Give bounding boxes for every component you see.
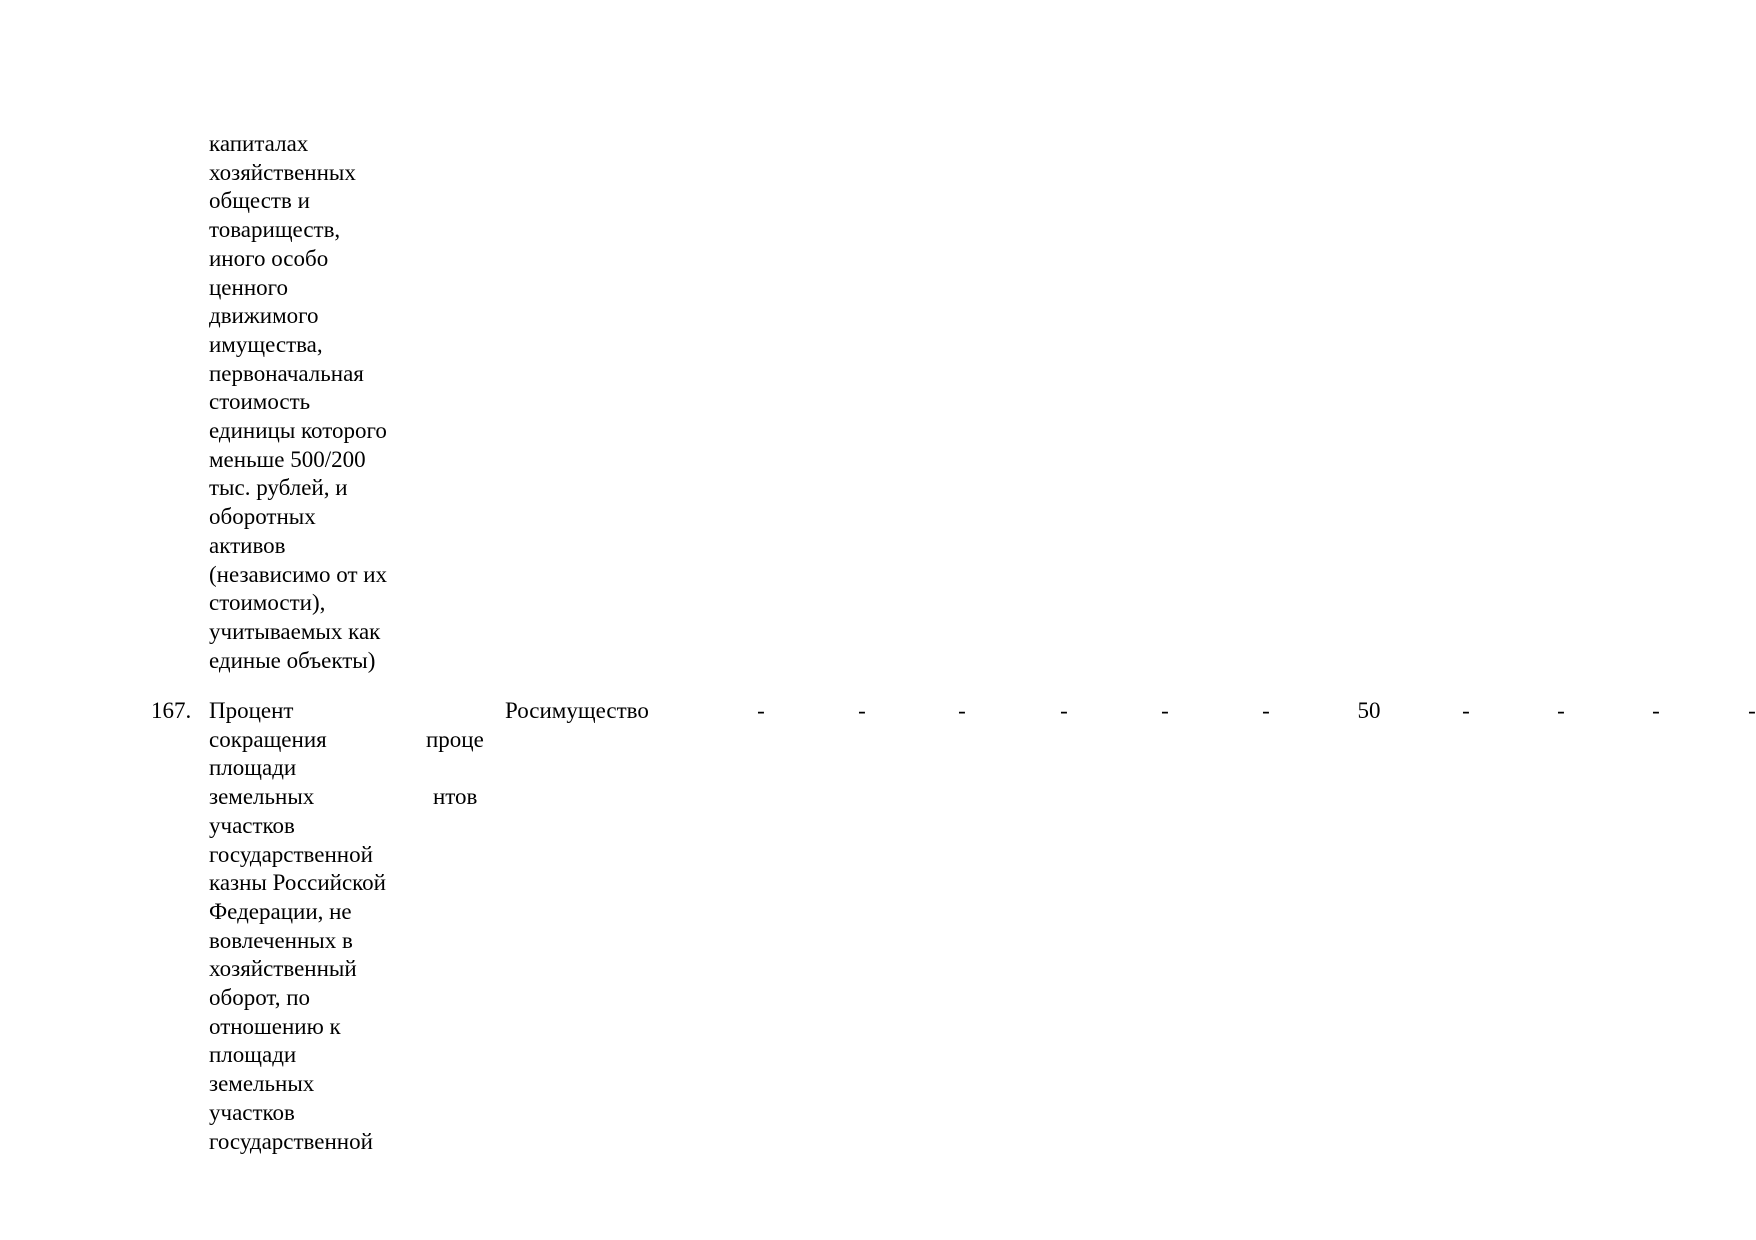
text-line: учитываемых как bbox=[209, 618, 381, 644]
text-line: имущества, bbox=[209, 331, 323, 357]
text-line: Процент bbox=[209, 698, 294, 723]
text-line: меньше 500/200 bbox=[209, 446, 366, 472]
continued-indicator-name bbox=[209, 130, 424, 675]
value-cell: - bbox=[1060, 698, 1068, 723]
text-line: иного особо bbox=[209, 245, 329, 271]
text-line: участков bbox=[209, 1099, 295, 1125]
text-line: площади bbox=[209, 1042, 297, 1068]
text-line: хозяйственный bbox=[209, 956, 357, 982]
text-line: стоимость bbox=[209, 389, 311, 415]
value-cell: - bbox=[1161, 698, 1169, 723]
text-line: площади bbox=[209, 755, 297, 781]
text-line: стоимости), bbox=[209, 590, 326, 616]
text-line: тыс. рублей, и bbox=[209, 475, 348, 501]
value-cell: - bbox=[958, 698, 966, 723]
value-cell: - bbox=[1557, 698, 1565, 723]
value-cell: - bbox=[757, 698, 765, 723]
text-line: отношению к bbox=[209, 1013, 341, 1039]
text-line: участков bbox=[209, 812, 295, 838]
text-line: оборот, по bbox=[209, 985, 311, 1011]
text-line: оборотных bbox=[209, 504, 316, 530]
value-cell: - bbox=[1262, 698, 1270, 723]
indicator-name bbox=[209, 697, 424, 1156]
yearly-values bbox=[0, 697, 1754, 727]
text-line: вовлеченных в bbox=[209, 927, 353, 953]
text-line: сокращения bbox=[209, 726, 327, 752]
unit-line: проце bbox=[426, 726, 484, 752]
responsible-agency: Росимущество bbox=[505, 698, 649, 723]
text-line: Федерации, не bbox=[209, 898, 352, 924]
text-line: казны Российской bbox=[209, 870, 386, 896]
text-line: земельных bbox=[209, 1071, 315, 1097]
text-line: государственной bbox=[209, 1128, 373, 1154]
row-number: 167. bbox=[151, 698, 192, 723]
text-line: товариществ, bbox=[209, 217, 341, 243]
text-line: обществ и bbox=[209, 188, 310, 214]
text-line: государственной bbox=[209, 841, 373, 867]
unit-line: нтов bbox=[433, 784, 478, 810]
value-cell: - bbox=[858, 698, 866, 723]
text-line: первоначальная bbox=[209, 360, 364, 386]
text-line: хозяйственных bbox=[209, 159, 356, 185]
value-cell: - bbox=[1748, 698, 1756, 723]
text-line: капиталах bbox=[209, 131, 309, 156]
text-line: (независимо от их bbox=[209, 561, 388, 587]
value-cell: - bbox=[1462, 698, 1470, 723]
text-line: единые объекты) bbox=[209, 647, 376, 673]
text-line: земельных bbox=[209, 784, 315, 810]
text-line: единицы которого bbox=[209, 418, 387, 444]
value-cell: - bbox=[1652, 698, 1660, 723]
text-line: активов bbox=[209, 532, 286, 558]
text-line: ценного bbox=[209, 274, 288, 300]
text-line: движимого bbox=[209, 303, 319, 329]
value-cell: 50 bbox=[1357, 698, 1381, 723]
